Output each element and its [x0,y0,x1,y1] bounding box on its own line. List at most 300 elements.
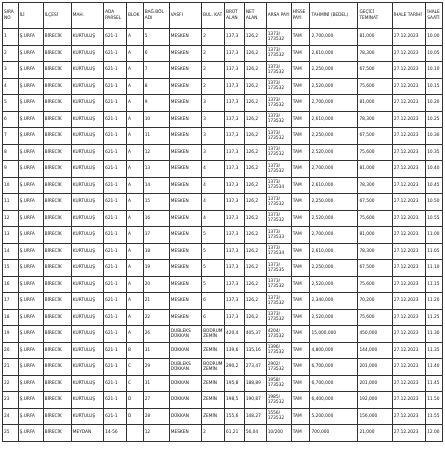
table-row [3,111,443,128]
header-ilce: İLÇESİ [43,3,71,29]
cell-ilce: BİRECİK [43,177,71,194]
cell-il: Ş.URFA [18,111,43,128]
cell-sira-no: 14 [3,243,19,260]
cell-sira-no: 20 [3,342,19,359]
cell-tahmini-bedel: 2,520,000 [310,276,358,293]
cell-sira-no: 17 [3,293,19,310]
cell-ilce: BİRECİK [43,309,71,326]
cell-mahalle: KURTULUŞ [71,408,103,425]
cell-hisse-payi: TAM [291,29,310,46]
cell-gecici-teminat: 67,500 [358,260,392,277]
cell-net-alan: 126,2 [244,95,266,112]
cell-bag-bol-adi: 22 [143,309,169,326]
cell-mahalle: KURTULUŞ [71,392,103,409]
cell-tahmini-bedel: 2,700,000 [310,161,358,178]
cell-sira-no: 10 [3,177,19,194]
cell-net-alan: 126,2 [244,243,266,260]
cell-arsa-payi: 1373/ 173532 [266,210,291,227]
cell-net-alan: 135,16 [244,342,266,359]
cell-tahmini-bedel: 2,250,000 [310,260,358,277]
cell-bag-bol-adi: 12 [143,144,169,161]
cell-il: Ş.URFA [18,161,43,178]
cell-brut-alan: 137,3 [225,227,245,244]
cell-brut-alan: 290,2 [225,359,245,376]
cell-brut-alan: 137,3 [225,78,245,95]
cell-gecici-teminat: 78,300 [358,243,392,260]
cell-arsa-payi: 1373/ 173534 [266,243,291,260]
cell-il: Ş.URFA [18,375,43,392]
cell-sira-no: 13 [3,227,19,244]
cell-vasfi: MESKEN [169,144,201,161]
cell-arsa-payi: 1373/ 173532 [266,45,291,62]
cell-net-alan: 126,2 [244,276,266,293]
cell-vasfi: MESKEN [169,293,201,310]
cell-ilce: BİRECİK [43,194,71,211]
cell-tahmini-bedel: 2,610,000 [310,111,358,128]
cell-gecici-teminat: 78,300 [358,111,392,128]
cell-blok: D [127,392,144,409]
cell-bag-bol-adi: 9 [143,95,169,112]
cell-ilce: BİRECİK [43,161,71,178]
cell-il: Ş.URFA [18,359,43,376]
cell-gecici-teminat: 81,000 [358,161,392,178]
cell-hisse-payi: TAM [291,78,310,95]
cell-il: Ş.URFA [18,276,43,293]
cell-blok: A [127,128,144,145]
header-brut-alan: BRÜT ALAN [225,3,245,29]
cell-vasfi: MESKEN [169,276,201,293]
cell-bul-kat: 6 [202,309,225,326]
cell-ihale-tarihi: 27.12.2023 [392,95,425,112]
cell-gecici-teminat: 156,000 [358,408,392,425]
cell-tahmini-bedel: 2,520,000 [310,144,358,161]
cell-mahalle: KURTULUŞ [71,210,103,227]
cell-gecici-teminat: 67,500 [358,62,392,79]
cell-net-alan: 126,2 [244,293,266,310]
cell-ilce: BİRECİK [43,359,71,376]
header-ada-parsel: ADA PARSEL [104,3,127,29]
cell-hisse-payi: TAM [291,342,310,359]
cell-bag-bol-adi: 27 [143,392,169,409]
cell-hisse-payi: TAM [291,177,310,194]
header-tahmini-bedel: TAHMİNİ (BEDEL) [310,3,358,29]
cell-ilce: BİRECİK [43,210,71,227]
cell-mahalle: KURTULUŞ [71,161,103,178]
cell-sira-no: 9 [3,161,19,178]
cell-net-alan: 126,2 [244,128,266,145]
table-row [3,161,443,178]
cell-vasfi: DUBLEKS DÜKKAN [169,359,201,376]
cell-arsa-payi: 1396/ 173532 [266,342,291,359]
cell-il: Ş.URFA [18,293,43,310]
header-blok: BLOK [127,3,144,29]
cell-mahalle: KURTULUŞ [71,128,103,145]
cell-hisse-payi: TAM [291,260,310,277]
cell-arsa-payi: 1373/ 173532 [266,293,291,310]
cell-ilce: BİRECİK [43,375,71,392]
cell-gecici-teminat: 78,300 [358,45,392,62]
cell-ihale-tarihi: 27.12.2023 [392,62,425,79]
table-row [3,276,443,293]
cell-ihale-saati: 10.05 [426,45,443,62]
cell-sira-no: 23 [3,392,19,409]
cell-arsa-payi: 1373/ 173533 [266,227,291,244]
cell-arsa-payi: 1373/ 173534 [266,177,291,194]
cell-ihale-saati: 10.50 [426,194,443,211]
cell-tahmini-bedel: 2,610,000 [310,177,358,194]
cell-ihale-saati: 11.20 [426,293,443,310]
cell-mahalle: KURTULUŞ [71,375,103,392]
cell-vasfi: MESKEN [169,194,201,211]
cell-arsa-payi: 1373/ 173532 [266,128,291,145]
cell-bul-kat: 5 [202,227,225,244]
cell-blok: A [127,326,144,343]
cell-blok: A [127,260,144,277]
cell-bul-kat: 4 [202,161,225,178]
cell-mahalle: KURTULUŞ [71,111,103,128]
cell-blok: A [127,243,144,260]
cell-bul-kat: 3 [202,95,225,112]
cell-ihale-tarihi: 27.12.2023 [392,243,425,260]
cell-ihale-tarihi: 27.12.2023 [392,45,425,62]
auction-list-sheet [2,2,443,442]
cell-blok: A [127,95,144,112]
cell-ada-parsel: 621-1 [104,359,127,376]
cell-brut-alan: 137,3 [225,194,245,211]
cell-bag-bol-adi: 20 [143,276,169,293]
cell-tahmini-bedel: 2,610,000 [310,45,358,62]
cell-net-alan: 126,2 [244,29,266,46]
cell-net-alan: 126,2 [244,260,266,277]
table-header [3,3,443,29]
cell-ada-parsel: 621-1 [104,29,127,46]
cell-hisse-payi: TAM [291,392,310,409]
cell-ilce: BİRECİK [43,29,71,46]
cell-tahmini-bedel: 2,250,000 [310,62,358,79]
cell-gecici-teminat: 201,000 [358,375,392,392]
cell-bul-kat: 2 [202,78,225,95]
cell-hisse-payi: TAM [291,408,310,425]
cell-gecici-teminat: 144,000 [358,342,392,359]
cell-net-alan: 126,2 [244,210,266,227]
cell-vasfi: DÜKKAN [169,375,201,392]
cell-sira-no: 6 [3,111,19,128]
cell-net-alan: 126,2 [244,177,266,194]
cell-gecici-teminat: 21,000 [358,425,392,442]
table-row [3,359,443,376]
cell-ihale-saati: 10.35 [426,144,443,161]
cell-tahmini-bedel: 6,700,000 [310,359,358,376]
cell-ihale-saati: 11.35 [426,342,443,359]
cell-mahalle: KURTULUŞ [71,194,103,211]
cell-ihale-saati: 10.30 [426,128,443,145]
cell-vasfi: MESKEN [169,78,201,95]
cell-ilce: BİRECİK [43,78,71,95]
cell-ilce: BİRECİK [43,260,71,277]
cell-il: Ş.URFA [18,45,43,62]
cell-gecici-teminat: 67,500 [358,128,392,145]
cell-il: Ş.URFA [18,29,43,46]
cell-net-alan: 126,2 [244,227,266,244]
header-hisse-payi: HİSSE PAYI [291,3,310,29]
cell-tahmini-bedel: 2,700,000 [310,29,358,46]
cell-ada-parsel: 621-1 [104,194,127,211]
header-bag-bol-adi: BAĞ.BÖL ADI [143,3,169,29]
cell-ihale-saati: 10.25 [426,111,443,128]
cell-net-alan: 126,2 [244,161,266,178]
cell-bul-kat: ZEMİN [202,392,225,409]
cell-hisse-payi: TAM [291,194,310,211]
cell-ada-parsel: 621-1 [104,375,127,392]
cell-ilce: BİRECİK [43,144,71,161]
cell-blok: A [127,177,144,194]
cell-ilce: BİRECİK [43,276,71,293]
cell-brut-alan: 198,5 [225,392,245,409]
cell-ihale-saati: 10.40 [426,161,443,178]
cell-il: Ş.URFA [18,95,43,112]
cell-gecici-teminat: 78,300 [358,177,392,194]
table-row [3,425,443,442]
cell-ihale-tarihi: 27.12.2023 [392,177,425,194]
header-vasfi: VASFI [169,3,201,29]
cell-bul-kat: ZEMİN [202,375,225,392]
cell-sira-no: 22 [3,375,19,392]
cell-gecici-teminat: 201,000 [358,359,392,376]
cell-ada-parsel: 621-1 [104,144,127,161]
cell-net-alan: 188,89 [244,375,266,392]
cell-ada-parsel: 14-56 [104,425,127,442]
cell-bag-bol-adi: 7 [143,62,169,79]
cell-tahmini-bedel: 2,250,000 [310,194,358,211]
cell-ihale-tarihi: 27.12.2023 [392,161,425,178]
cell-mahalle: KURTULUŞ [71,293,103,310]
cell-bag-bol-adi: 8 [143,78,169,95]
cell-il: Ş.URFA [18,144,43,161]
cell-arsa-payi: 10/200 [266,425,291,442]
cell-tahmini-bedel: 2,520,000 [310,78,358,95]
cell-il: Ş.URFA [18,260,43,277]
cell-hisse-payi: TAM [291,144,310,161]
cell-ada-parsel: 621-1 [104,260,127,277]
cell-mahalle: KURTULUŞ [71,177,103,194]
cell-hisse-payi: TAM [291,326,310,343]
cell-vasfi: MESKEN [169,177,201,194]
cell-il: Ş.URFA [18,210,43,227]
cell-ada-parsel: 621-1 [104,45,127,62]
cell-arsa-payi: 1373/ 173532 [266,62,291,79]
cell-brut-alan: 137,3 [225,177,245,194]
table-row [3,375,443,392]
cell-vasfi: MESKEN [169,227,201,244]
cell-sira-no: 25 [3,425,19,442]
cell-brut-alan: 137,3 [225,95,245,112]
header-ihale-saati: İHALE SAATİ [426,3,443,29]
cell-hisse-payi: TAM [291,45,310,62]
cell-ilce: BİRECİK [43,408,71,425]
cell-blok: A [127,144,144,161]
cell-sira-no: 8 [3,144,19,161]
cell-tahmini-bedel: 2,700,000 [310,95,358,112]
cell-ihale-tarihi: 27.12.2023 [392,375,425,392]
cell-arsa-payi: 2902/ 173532 [266,359,291,376]
cell-net-alan: 126,2 [244,78,266,95]
cell-ihale-tarihi: 27.12.2023 [392,210,425,227]
cell-net-alan: 56,04 [244,425,266,442]
cell-il: Ş.URFA [18,243,43,260]
cell-ada-parsel: 621-1 [104,161,127,178]
cell-il: Ş.URFA [18,194,43,211]
cell-bul-kat: 4 [202,177,225,194]
cell-gecici-teminat: 81,000 [358,95,392,112]
cell-bag-bol-adi: 19 [143,260,169,277]
cell-sira-no: 1 [3,29,19,46]
cell-net-alan: 273,47 [244,359,266,376]
cell-tahmini-bedel: 6,700,000 [310,375,358,392]
cell-mahalle: KURTULUŞ [71,78,103,95]
cell-blok: A [127,293,144,310]
cell-arsa-payi: 1373/ 173532 [266,111,291,128]
cell-ihale-saati: 11.55 [426,408,443,425]
cell-mahalle: KURTULUŞ [71,45,103,62]
cell-arsa-payi: 1373/ 173532 [266,194,291,211]
cell-hisse-payi: TAM [291,95,310,112]
cell-bul-kat: ZEMİN [202,342,225,359]
cell-bag-bol-adi: 28 [143,408,169,425]
cell-vasfi: MESKEN [169,62,201,79]
cell-sira-no: 16 [3,276,19,293]
auction-table [2,2,443,442]
cell-vasfi: MESKEN [169,128,201,145]
cell-ihale-tarihi: 27.12.2023 [392,425,425,442]
cell-blok: C [127,375,144,392]
cell-il: Ş.URFA [18,128,43,145]
cell-gecici-teminat: 450,000 [358,326,392,343]
cell-arsa-payi: 1373/ 173532 [266,95,291,112]
cell-ilce: BİRECİK [43,425,71,442]
cell-tahmini-bedel: 2,520,000 [310,309,358,326]
table-row [3,342,443,359]
table-row [3,128,443,145]
cell-sira-no: 4 [3,78,19,95]
cell-hisse-payi: TAM [291,359,310,376]
cell-sira-no: 24 [3,408,19,425]
cell-ihale-saati: 11.30 [426,326,443,343]
cell-ihale-saati: 11.10 [426,260,443,277]
cell-bul-kat: 2 [202,62,225,79]
cell-vasfi: DÜKKAN [169,342,201,359]
cell-hisse-payi: TAM [291,210,310,227]
cell-arsa-payi: 1556/ 173532 [266,408,291,425]
cell-brut-alan: 137,3 [225,45,245,62]
cell-mahalle: KURTULUŞ [71,144,103,161]
cell-brut-alan: 137,3 [225,210,245,227]
cell-brut-alan: 420,4 [225,326,245,343]
cell-ada-parsel: 621-1 [104,62,127,79]
cell-brut-alan: 137,3 [225,161,245,178]
cell-brut-alan: 137,3 [225,293,245,310]
cell-ihale-tarihi: 27.12.2023 [392,293,425,310]
cell-mahalle: KURTULUŞ [71,359,103,376]
cell-net-alan: 126,2 [244,62,266,79]
cell-blok: A [127,276,144,293]
cell-ada-parsel: 621-1 [104,227,127,244]
table-row [3,392,443,409]
cell-sira-no: 11 [3,194,19,211]
cell-ihale-tarihi: 27.12.2023 [392,78,425,95]
cell-bag-bol-adi: 17 [143,227,169,244]
cell-mahalle: KURTULUŞ [71,342,103,359]
cell-sira-no: 19 [3,326,19,343]
cell-il: Ş.URFA [18,227,43,244]
cell-ilce: BİRECİK [43,342,71,359]
cell-bul-kat: 2 [202,45,225,62]
cell-ihale-tarihi: 27.12.2023 [392,359,425,376]
cell-tahmini-bedel: 2,250,000 [310,128,358,145]
cell-sira-no: 7 [3,128,19,145]
cell-ilce: BİRECİK [43,227,71,244]
cell-ihale-tarihi: 27.12.2023 [392,260,425,277]
cell-ihale-saati: 10.45 [426,177,443,194]
cell-brut-alan: 137,3 [225,260,245,277]
table-row [3,177,443,194]
cell-ihale-tarihi: 27.12.2023 [392,342,425,359]
cell-gecici-teminat: 81,000 [358,29,392,46]
cell-hisse-payi: TAM [291,62,310,79]
cell-ilce: BİRECİK [43,293,71,310]
cell-ada-parsel: 621-1 [104,293,127,310]
cell-blok: C [127,359,144,376]
cell-ada-parsel: 621-1 [104,128,127,145]
cell-il: Ş.URFA [18,78,43,95]
cell-blok: A [127,111,144,128]
cell-bul-kat: BODRUM ZEMİN [202,359,225,376]
cell-ihale-saati: 10.20 [426,95,443,112]
table-row [3,293,443,310]
cell-hisse-payi: TAM [291,276,310,293]
cell-gecici-teminat: 75,600 [358,210,392,227]
cell-brut-alan: 137,3 [225,62,245,79]
cell-ada-parsel: 621-1 [104,78,127,95]
table-row [3,326,443,343]
cell-net-alan: 405,37 [244,326,266,343]
cell-tahmini-bedel: 700,000 [310,425,358,442]
table-row [3,260,443,277]
cell-il: Ş.URFA [18,392,43,409]
cell-bag-bol-adi: 18 [143,243,169,260]
cell-bul-kat: 5 [202,243,225,260]
cell-bag-bol-adi: 13 [143,161,169,178]
cell-hisse-payi: TAM [291,111,310,128]
cell-ada-parsel: 621-1 [104,326,127,343]
cell-ihale-saati: 11.50 [426,392,443,409]
cell-vasfi: MESKEN [169,29,201,46]
cell-brut-alan: 155,6 [225,408,245,425]
cell-ihale-tarihi: 27.12.2023 [392,128,425,145]
cell-bag-bol-adi: 14 [143,177,169,194]
cell-blok: A [127,309,144,326]
cell-bag-bol-adi: 10 [143,111,169,128]
cell-ilce: BİRECİK [43,45,71,62]
cell-vasfi: MESKEN [169,95,201,112]
cell-ihale-tarihi: 27.12.2023 [392,111,425,128]
table-row [3,408,443,425]
cell-bag-bol-adi: 21 [143,293,169,310]
cell-gecici-teminat: 75,600 [358,276,392,293]
cell-gecici-teminat: 75,600 [358,78,392,95]
cell-gecici-teminat: 75,600 [358,144,392,161]
cell-gecici-teminat: 192,000 [358,392,392,409]
table-row [3,194,443,211]
